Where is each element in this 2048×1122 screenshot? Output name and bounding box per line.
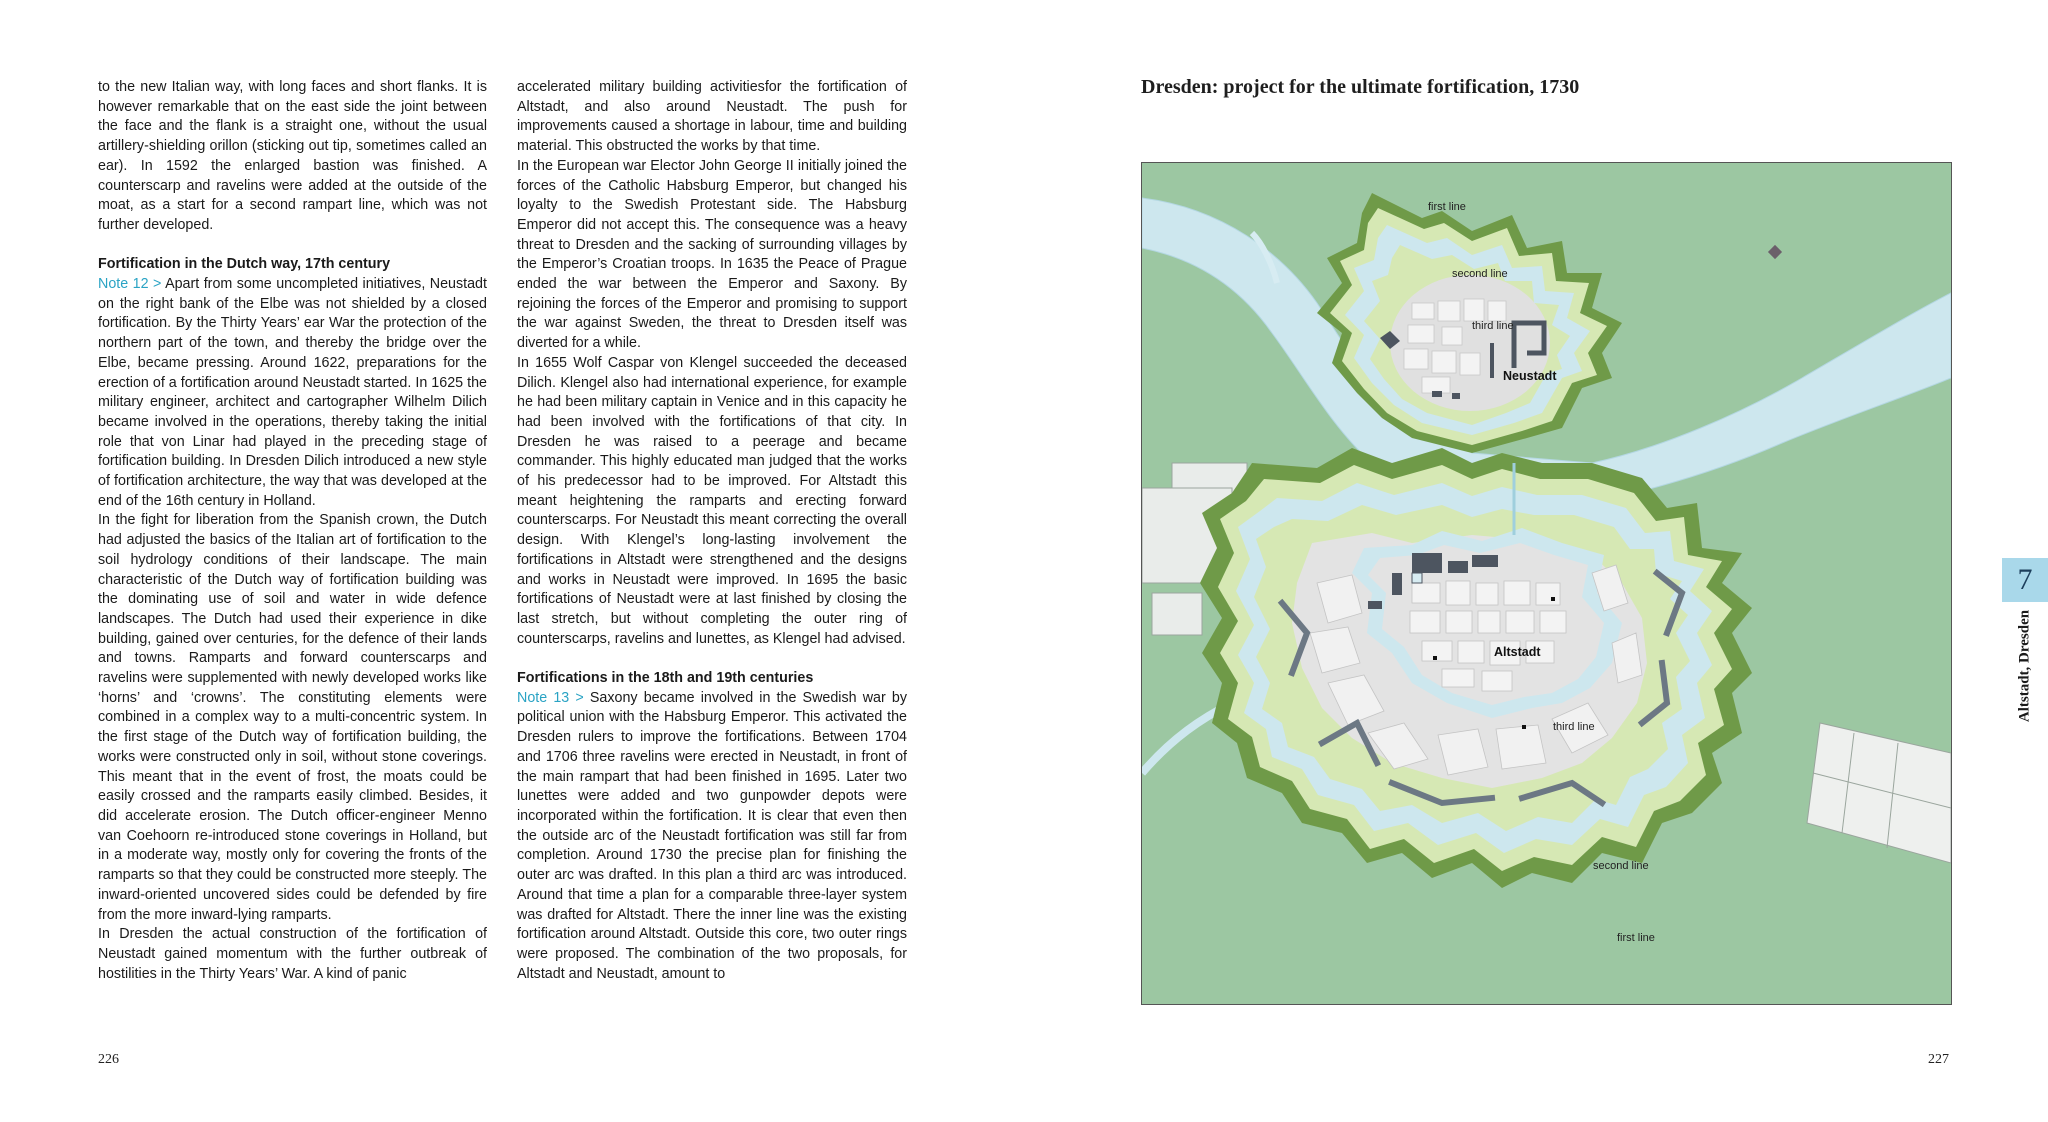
label-first-line-south: first line	[1617, 932, 1655, 944]
chapter-number: 7	[2017, 563, 2033, 596]
label-altstadt: Altstadt	[1494, 645, 1541, 659]
paragraph: In Dresden the actual construction of the fortification of Neustadt gained momentum with the further outbreak of hostilities in the Thirty Years’ War. A kind of panic	[98, 926, 487, 982]
paragraph-text: Apart from some uncompleted initiatives, Neustadt on the right bank of the Elbe was not shielded by a closed fortification. By the Thirty Years’ ear War the protection of the northern part of the town, and thereby the bridge over the Elbe, became pressing. Around 1622, preparations for the erection of a fortification around Neustadt started. In 1625 the military engineer, architect and cartographer Wilhelm Dilich became involved in the operations, thereby taking the initial role that von Linar had played in the preceding stage of fortification building. In Dresden Dilich introduced a new style of fortification architecture, the way that was developed at the end of the 16th century in Holland.	[98, 276, 487, 509]
paragraph: to the new Italian way, with long faces and short flanks. It is however remarkable that on the east side the joint between the face and the flank is a straight one, without the usual artillery-shielding orillon (sticking out tip, sometimes called an ear). In 1592 the enlarged bastion was finished. A counterscarp and ravelins were added at the outside of the moat, as a start for a second rampart line, which was not further developed.	[98, 79, 487, 233]
text-column-1	[98, 78, 487, 984]
label-third-line-south: third line	[1553, 721, 1595, 733]
section-heading: Fortification in the Dutch way, 17th century	[98, 256, 391, 273]
label-neustadt: Neustadt	[1503, 369, 1557, 383]
map-title: Dresden: project for the ultimate fortification, 1730	[1141, 76, 1580, 98]
page-number-left: 226	[98, 1052, 119, 1067]
section-heading: Fortifications in the 18th and 19th centuries	[517, 670, 814, 687]
paragraph: accelerated military building activitiesfor the fortification of Altstadt, and also around Neustadt. The push for improvements caused a shortage in labour, time and building material. This obstructed the works by that time.	[517, 79, 907, 155]
paragraph: In the fight for liberation from the Spanish crown, the Dutch had adjusted the basics of the Italian art of fortification to the soil hydrology conditions of their landscape. The main characteristic of the Dutch way of fortification building was the dominating use of soil and water in wide defence landscapes. The Dutch had used their experience in dike building, gained over centuries, for the defence of their lands and towns. Ramparts and forward counterscarps and ravelins were supplemented with newly developed works like ‘horns’ and ‘crowns’. The constituting elements were combined in a complex way to a multi-concentric system. In the first stage of the Dutch way of fortification building, the works were constructed only in soil, without stone coverings. This meant that in the event of frost, the moats could be easily crossed and the ramparts easily climbed. Besides, it did accelerate erosion. The Dutch officer-engineer Menno van Coehoorn re-introduced stone coverings in Holland, but in a moderate way, mostly only for covering the fronts of the ramparts so that they could be constructed more steeply. The inward-oriented uncovered sides could be defended by fire from the more inward-lying ramparts.	[98, 512, 487, 923]
note-link[interactable]: Note 12 >	[98, 276, 162, 293]
paragraph	[517, 689, 907, 985]
fortification-map	[1141, 162, 1952, 1005]
page-number-right: 227	[1928, 1052, 1949, 1067]
chapter-side-label: Altstadt, Dresden	[2016, 609, 2033, 723]
note-link[interactable]: Note 13 >	[517, 689, 584, 706]
paragraph-text: Saxony became involved in the Swedish war by political union with the Habsburg Emperor. This activated the Dresden rulers to improve the fortifications. Between 1704 and 1706 three ravelins were erected in Neustadt, in front of the main rampart that had been finished in 1695. Later two lunettes were added and two gunpowder depots were incorporated within the fortification. It is clear that even then the outside arc of the Neustadt fortification was still far from completion. Around 1730 the precise plan for finishing the outer arc was drafted. In this plan a third arc was introduced. Around that time a plan for a comparable three-layer system was drafted for Altstadt. There the inner line was the existing fortification around Altstadt. Outside this core, two outer rings were proposed. The combination of the two proposals, for Altstadt and Neustadt, amount to	[517, 689, 907, 982]
text-column-2	[517, 78, 907, 984]
label-second-line-north: second line	[1452, 268, 1508, 280]
paragraph: In the European war Elector John George II initially joined the forces of the Catholic Habsburg Emperor, but changed his loyalty to the Swedish Protestant side. The Habsburg Emperor did not accept this. The consequence was a heavy threat to Dresden and the sacking of surrounding villages by the Emperor’s Croatian troops. In 1635 the Peace of Prague ended the war between the Emperor and Saxony. By rejoining the forces of the Emperor and promising to support the war against Sweden, the threat to Dresden itself was diverted for a while.	[517, 157, 907, 352]
paragraph	[98, 275, 487, 511]
paragraph: In 1655 Wolf Caspar von Klengel succeeded the deceased Dilich. Klengel also had international experience, for example he had been military captain in Venice and in this capacity he had been involved with the fortifications of that city. In Dresden he was raised to a peerage and became commander. This highly educated man judged that the works of his predecessor had to be improved. For Altstadt this meant heightening the ramparts and erecting forward counterscarps. For Neustadt this meant correcting the overall design. With Klengel’s long-lasting involvement the fortifications in Altstadt were strengthened and the designs and works in Neustadt were improved. In 1695 the basic fortifications of Neustadt were at last finished by closing the last stretch, but without completing the outer ring of counterscarps, ravelins and lunettes, as Klengel had advised.	[517, 354, 907, 647]
label-second-line-south: second line	[1593, 860, 1649, 872]
map-svg	[1142, 163, 1951, 1004]
label-first-line-north: first line	[1428, 201, 1466, 213]
label-third-line-north: third line	[1472, 320, 1514, 332]
